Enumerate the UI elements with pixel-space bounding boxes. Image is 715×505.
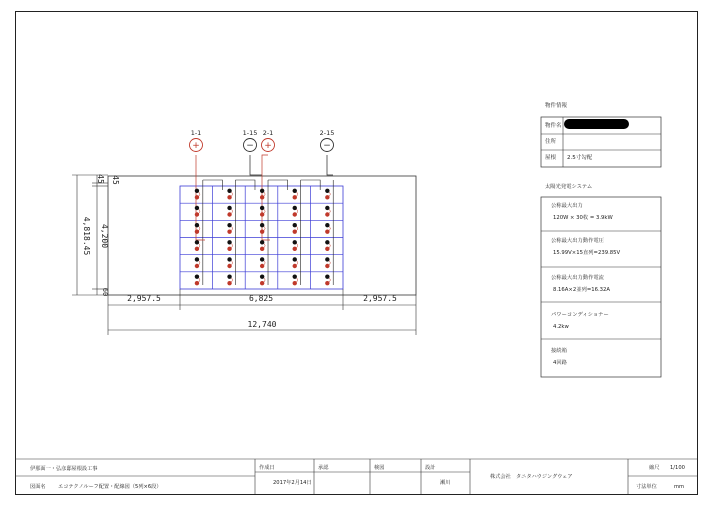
negative-connector (195, 274, 199, 278)
company-name: 株式会社 タニタハウジングウェア (490, 474, 573, 480)
home-run-negative-2 (327, 155, 333, 175)
negative-connector (227, 240, 231, 244)
plus-sign: + (264, 141, 272, 152)
created-label: 作成日 (259, 465, 275, 471)
dim-top-1: 45 (96, 174, 105, 184)
negative-connector (195, 240, 199, 244)
dim-bottom: 60 (101, 287, 109, 297)
property-value-roof: 2.5寸勾配 (567, 155, 593, 161)
positive-connector (325, 281, 329, 285)
positive-connector (195, 281, 199, 285)
scale-label: 縮尺 (649, 465, 660, 471)
roof-diagram (108, 129, 416, 295)
negative-connector (227, 274, 231, 278)
property-info (541, 101, 661, 167)
circuit-label: 2-1 (262, 129, 274, 137)
solar-item-value-2: 8.16A×2並列=16.32A (553, 287, 611, 293)
panel-grid (180, 186, 343, 289)
negative-connector (227, 223, 231, 227)
positive-connector (325, 212, 329, 216)
solar-item-title-1: 公称最大出力動作電圧 (551, 238, 604, 244)
positive-connector (195, 229, 199, 233)
negative-connector (195, 206, 199, 210)
positive-connector (227, 229, 231, 233)
negative-connector (260, 274, 264, 278)
created-date: 2017年2月14日 (273, 480, 312, 486)
drawing-name: エコテクノルーフ配置・配線図（5列×6段） (58, 484, 162, 490)
positive-connector (293, 195, 297, 199)
negative-connector (227, 257, 231, 261)
solar-item-title-2: 公称最大出力動作電流 (551, 275, 604, 281)
positive-connector (260, 195, 264, 199)
negative-connector (293, 206, 297, 210)
negative-connector (293, 223, 297, 227)
dim-right-margin: 2,957.5 (363, 294, 397, 303)
dim-array-width: 6,825 (248, 294, 274, 303)
positive-connector (195, 247, 199, 251)
negative-connector (195, 223, 199, 227)
negative-connector (260, 206, 264, 210)
negative-connector (325, 189, 329, 193)
positive-connector (293, 247, 297, 251)
dim-height-array: 4,200 (100, 223, 109, 249)
circuit-label: 2-15 (319, 129, 335, 137)
designer-name: 瀬川 (440, 480, 451, 486)
unit-value: mm (674, 484, 685, 490)
negative-connector (293, 274, 297, 278)
minus-sign: − (246, 141, 254, 152)
minus-sign: − (323, 141, 331, 152)
negative-connector (325, 274, 329, 278)
circuit-label: 1-15 (242, 129, 258, 137)
approve-label: 承認 (318, 465, 329, 471)
solar-item-value-0: 120W × 30枚 = 3.9kW (553, 215, 613, 221)
property-label-name: 物件名 (545, 123, 562, 129)
solar-system-info (541, 182, 661, 377)
negative-connector (260, 223, 264, 227)
property-label-roof: 屋根 (545, 155, 557, 161)
unit-label: 寸法単位 (636, 484, 657, 490)
negative-connector (195, 257, 199, 261)
negative-connector (293, 240, 297, 244)
negative-connector (227, 206, 231, 210)
positive-connector (227, 247, 231, 251)
positive-connector (195, 212, 199, 216)
negative-connector (325, 240, 329, 244)
positive-connector (260, 247, 264, 251)
dim-left-margin: 2,957.5 (127, 294, 161, 303)
property-label-address: 住所 (545, 139, 557, 145)
positive-connector (260, 212, 264, 216)
positive-connector (325, 229, 329, 233)
negative-connector (293, 189, 297, 193)
positive-connector (260, 281, 264, 285)
solar-item-title-4: 接続箱 (551, 348, 567, 354)
design-label: 設計 (425, 465, 436, 471)
title-block (15, 459, 697, 494)
solar-item-title-0: 公称最大出力 (551, 203, 583, 209)
positive-connector (293, 264, 297, 268)
project-name: 伊那面一・弘彦邸屋根設工事 (30, 466, 98, 472)
solar-item-title-3: パワーコンディショナー (551, 312, 609, 318)
negative-connector (260, 189, 264, 193)
positive-connector (293, 281, 297, 285)
positive-connector (227, 281, 231, 285)
dim-height-total: 4,818.45 (82, 216, 91, 256)
solar-heading: 太陽光発電システム (545, 184, 593, 190)
negative-connector (260, 240, 264, 244)
dim-total-width: 12,740 (247, 320, 277, 329)
negative-connector (227, 189, 231, 193)
negative-connector (325, 223, 329, 227)
positive-connector (195, 264, 199, 268)
positive-connector (260, 229, 264, 233)
positive-connector (325, 195, 329, 199)
home-run-negative-1 (250, 155, 262, 175)
positive-connector (260, 264, 264, 268)
positive-connector (293, 229, 297, 233)
negative-connector (325, 257, 329, 261)
scale-value: 1/100 (670, 465, 685, 471)
positive-connector (293, 212, 297, 216)
negative-connector (195, 189, 199, 193)
redacted-name-block (564, 119, 629, 129)
circuit-terminals (190, 129, 335, 152)
dimension-labels (82, 174, 397, 329)
positive-connector (325, 264, 329, 268)
positive-connector (227, 264, 231, 268)
check-label: 検図 (374, 465, 385, 471)
solar-item-value-3: 4.2kw (553, 324, 569, 330)
property-heading: 物件情報 (545, 103, 568, 109)
plus-sign: + (192, 141, 200, 152)
positive-connector (227, 195, 231, 199)
drawing-label: 図面名 (30, 484, 46, 490)
circuit-label: 1-1 (190, 129, 202, 137)
negative-connector (325, 206, 329, 210)
negative-connector (260, 257, 264, 261)
solar-item-value-4: 4回路 (553, 360, 567, 366)
positive-connector (227, 212, 231, 216)
negative-connector (293, 257, 297, 261)
dim-top-2: 45 (111, 175, 120, 185)
positive-connector (325, 247, 329, 251)
positive-connector (195, 195, 199, 199)
solar-item-value-1: 15.99V×15直列=239.85V (553, 250, 621, 256)
